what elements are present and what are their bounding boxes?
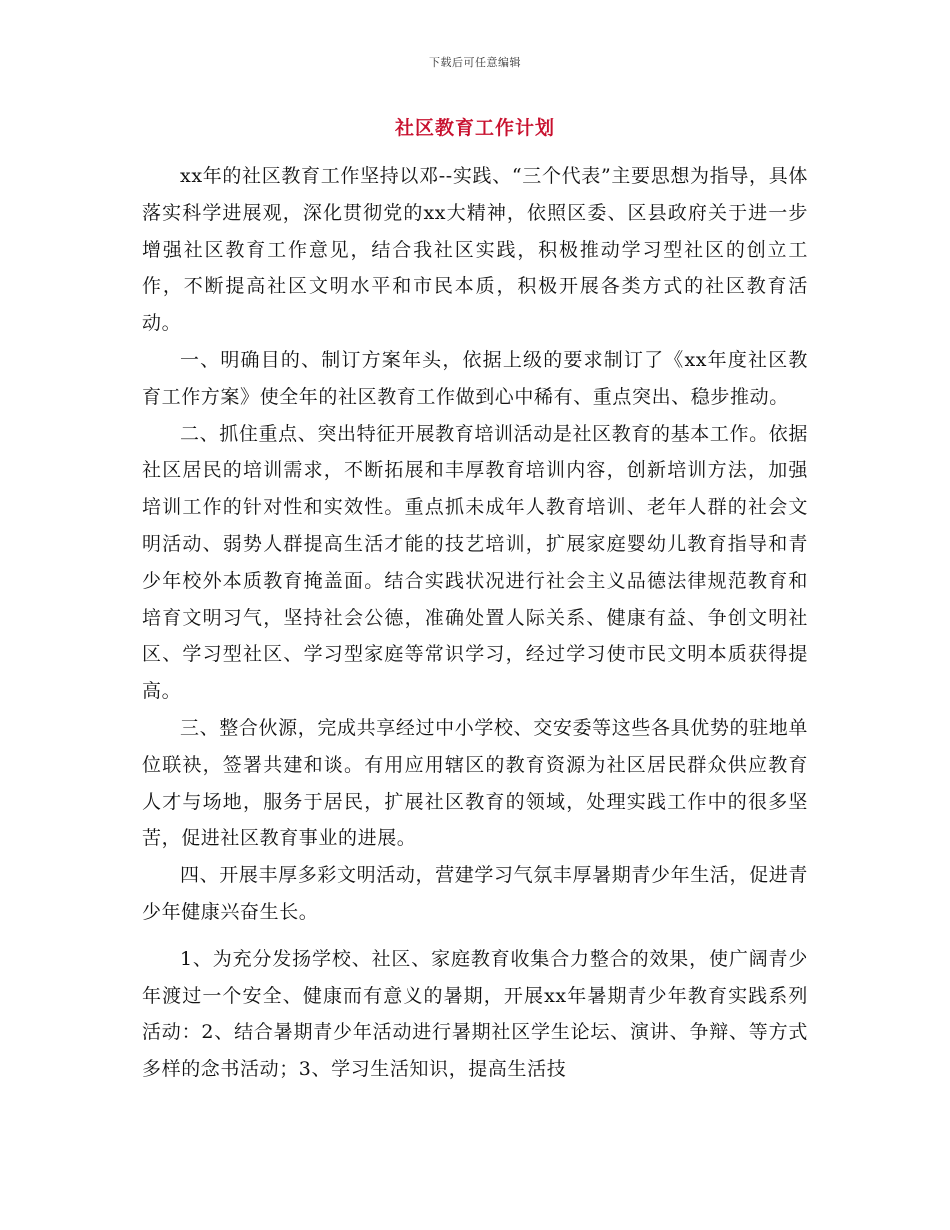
paragraph-section-2: 二、抓住重点、突出特征开展教育培训活动是社区教育的基本工作。依据社区居民的培训需求，不断拓展和丰厚教育培训内容，创新培训方法，加强培训工作的针对性和实效性。重点抓未成年人教育培训、老年人群的社会文明活动、弱势人群提高生活才能的技艺培训，扩展家庭婴幼儿教育指导和青少年校外本质教育掩盖面。结合实践状况进行社会主义品德法律规范教育和培育文明习气，坚持社会公德，准确处置人际关系、健康有益、争创文明社区、学习型社区、学习型家庭等常识学习，经过学习使市民文明本质获得提高。 xyxy=(142,422,808,703)
header-note: 下载后可任意编辑 xyxy=(429,56,521,69)
paragraph-item-list: 1、为充分发扬学校、社区、家庭教育收集合力整合的效果，使广阔青少年渡过一个安全、健康而有意义的暑期，开展xx年暑期青少年教育实践系列活动：2、结合暑期青少年活动进行暑期社区学生论坛、演讲、争辩、等方式多样的念书活动；3、学习生活知识，提高生活技 xyxy=(142,947,808,1081)
paragraph-section-1: 一、明确目的、制订方案年头，依据上级的要求制订了《xx年度社区教育工作方案》使全年的社区教育工作做到心中稀有、重点突出、稳步推动。 xyxy=(142,348,808,408)
document-body xyxy=(142,158,808,1088)
paragraph-section-3: 三、整合伙源，完成共享经过中小学校、交安委等这些各具优势的驻地单位联袂，签署共建和谈。有用应用辖区的教育资源为社区居民群众供应教育人才与场地，服务于居民，扩展社区教育的领域，处理实践工作中的很多坚苦，促进社区教育事业的进展。 xyxy=(142,716,808,850)
paragraph-intro: xx年的社区教育工作坚持以邓--实践、“三个代表”主要思想为指导，具体落实科学进展观，深化贯彻党的xx大精神，依照区委、区县政府关于进一步增强社区教育工作意见，结合我社区实践，积极推动学习型社区的创立工作，不断提高社区文明水平和市民本质，积极开展各类方式的社区教育活动。 xyxy=(142,165,808,335)
document-title: 社区教育工作计划 xyxy=(394,117,555,139)
paragraph-section-4: 四、开展丰厚多彩文明活动，营建学习气氛丰厚暑期青少年生活，促进青少年健康兴奋生长。 xyxy=(142,864,808,923)
